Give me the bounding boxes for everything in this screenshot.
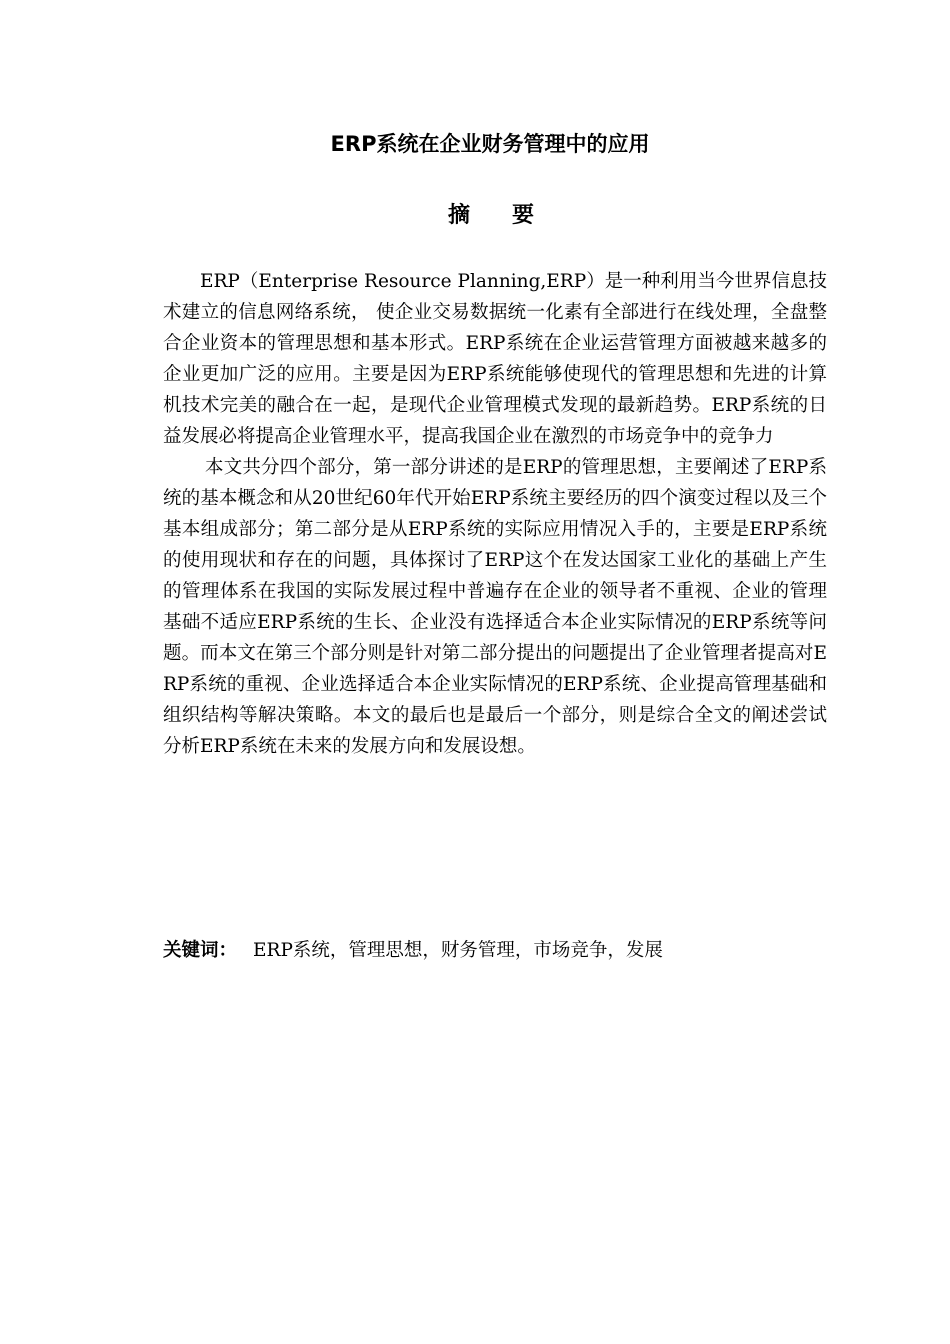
keywords-text: ERP系统，管理思想，财务管理，市场竞争，发展 — [253, 940, 663, 961]
abstract-body — [163, 266, 827, 762]
abstract-paragraph-1: ERP（Enterprise Resource Planning,ERP）是一种利用当今世界信息技术建立的信息网络系统， 使企业交易数据统一化素有全部进行在线处理，全盘整合企业资本的管理思想和基本形式。ERP系统在企业运营管理方面被越来越多的企业更加广泛的应用。主要是因为ERP系统能够使现代的管理思想和先进的计算机技术完美的融合在一起，是现代企业管理模式发现的最新趋势。ERP系统的日益发展必将提高企业管理水平，提高我国企业在激烈的市场竞争中的竞争力 — [163, 271, 827, 447]
abstract-paragraph-2: 本文共分四个部分，第一部分讲述的是ERP的管理思想，主要阐述了ERP系统的基本概念和从20世纪60年代开始ERP系统主要经历的四个演变过程以及三个基本组成部分；第二部分是从ERP系统的实际应用情况入手的，主要是ERP系统的使用现状和存在的问题，具体探讨了ERP这个在发达国家工业化的基础上产生的管理体系在我国的实际发展过程中普遍存在企业的领导者不重视、企业的管理基础不适应ERP系统的生长、企业没有选择适合本企业实际情况的ERP系统等问题。而本文在第三个部分则是针对第二部分提出的问题提出了企业管理者提高对ERP系统的重视、企业选择适合本企业实际情况的ERP系统、企业提高管理基础和组织结构等解决策略。本文的最后也是最后一个部分，则是综合全文的阐述尝试分析ERP系统在未来的发展方向和发展设想。 — [163, 457, 827, 757]
keywords-line — [163, 935, 843, 966]
keywords-label: 关键词： — [163, 940, 238, 961]
document-title: ERP系统在企业财务管理中的应用 — [330, 132, 650, 156]
abstract-heading: 摘要 — [447, 203, 576, 228]
